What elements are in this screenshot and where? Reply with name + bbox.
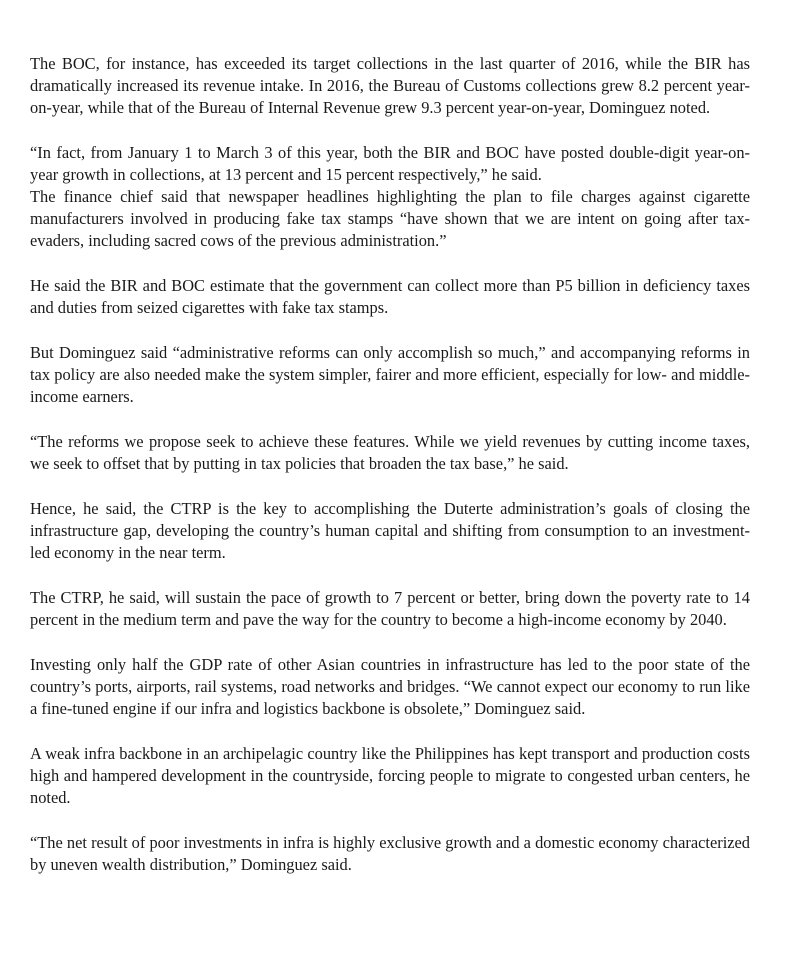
article-body	[30, 53, 750, 899]
paragraph-2: “In fact, from January 1 to March 3 of this year, both the BIR and BOC have posted double-digit year-on-year growth in collections, at 13 percent and 15 percent respectively,” he said.	[30, 143, 750, 184]
paragraph-10: A weak infra backbone in an archipelagic country like the Philippines has kept transport and production costs high and hampered development in the countryside, forcing people to migrate to congested urban centers, he noted.	[30, 744, 750, 807]
paragraph-4: He said the BIR and BOC estimate that the government can collect more than P5 billion in deficiency taxes and duties from seized cigarettes with fake tax stamps.	[30, 276, 750, 317]
paragraph-9: Investing only half the GDP rate of other Asian countries in infrastructure has led to the poor state of the country’s ports, airports, rail systems, road networks and bridges. “We cannot expect our economy to run like a fine-tuned engine if our infra and logistics backbone is obsolete,” Dominguez said.	[30, 655, 750, 718]
paragraph-5: But Dominguez said “administrative reforms can only accomplish so much,” and accompanying reforms in tax policy are also needed make the system simpler, fairer and more efficient, especially for low- and middle-income earners.	[30, 343, 750, 406]
paragraph-7: Hence, he said, the CTRP is the key to accomplishing the Duterte administration’s goals of closing the infrastructure gap, developing the country’s human capital and shifting from consumption to an investment-led economy in the near term.	[30, 499, 750, 562]
paragraph-8: The CTRP, he said, will sustain the pace of growth to 7 percent or better, bring down the poverty rate to 14 percent in the medium term and pave the way for the country to become a high-income economy by 2040.	[30, 588, 750, 629]
paragraph-3: The finance chief said that newspaper headlines highlighting the plan to file charges against cigarette manufacturers involved in producing fake tax stamps “have shown that we are intent on going after tax-evaders, including sacred cows of the previous administration.”	[30, 187, 750, 250]
paragraph-1: The BOC, for instance, has exceeded its target collections in the last quarter of 2016, while the BIR has dramatically increased its revenue intake. In 2016, the Bureau of Customs collections grew 8.2 percent year-on-year, while that of the Bureau of Internal Revenue grew 9.3 percent year-on-year, Dominguez noted.	[30, 54, 750, 117]
paragraph-6: “The reforms we propose seek to achieve these features. While we yield revenues by cutting income taxes, we seek to offset that by putting in tax policies that broaden the tax base,” he said.	[30, 432, 750, 473]
paragraph-11: “The net result of poor investments in infra is highly exclusive growth and a domestic economy characterized by uneven wealth distribution,” Dominguez said.	[30, 833, 750, 874]
